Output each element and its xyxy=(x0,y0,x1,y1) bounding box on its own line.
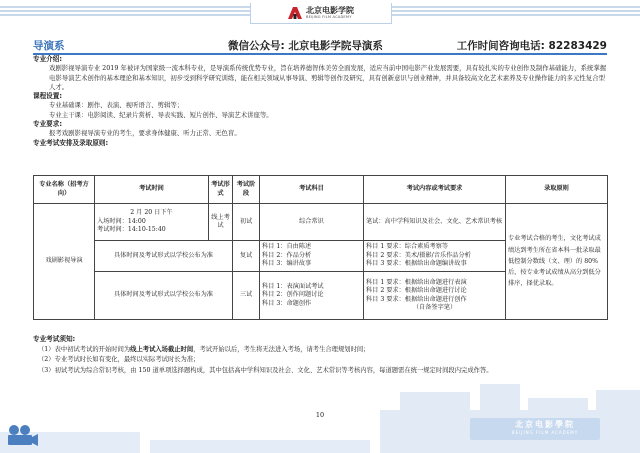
round2-subjects xyxy=(260,241,364,272)
courses-basic: 专业基础课：剧作、表演、视听语言、剪辑等； xyxy=(49,101,184,110)
admission-principle: 专业考试合格的考生，文化考试成绩达到考生所在省本科一批录取最低控制分数线（文、理）的 80%后，按专业考试成绩从高分到低分排序，择优录取。 xyxy=(506,204,608,320)
department-title: 导演系 xyxy=(33,40,65,52)
round2-content-3: 科目 3 要求：根据给出命题编讲故事 xyxy=(366,260,467,268)
round2-content-1: 科目 1 要求：综合素质考察等 xyxy=(366,243,449,251)
round2-stage: 复试 xyxy=(233,241,260,272)
top-banner xyxy=(0,0,640,24)
round1-date: 2 月 20 日下午 xyxy=(130,209,173,217)
round3-contents xyxy=(364,272,506,320)
requirements-text: 报考戏剧影视导演专业的考生，要求身体健康、听力正常、无色盲。 xyxy=(49,129,241,138)
round3-subject-2: 科目 2：创作问题讨论 xyxy=(262,291,324,299)
page-header xyxy=(33,38,607,52)
logo-chinese-name: 北京电影学院 xyxy=(306,5,354,15)
round1-subject: 综合常识 xyxy=(260,204,364,241)
round3-content-3: 科目 3 要求：根据给出命题进行创作 xyxy=(366,295,467,303)
contact-phone: 工作时间咨询电话: 82283429 xyxy=(456,40,607,52)
table-row-round1 xyxy=(34,204,608,241)
overview-heading: 专业介绍: xyxy=(33,55,63,63)
exam-table-container xyxy=(33,175,607,320)
header-admission: 录取原则 xyxy=(506,176,608,204)
round1-form: 线上考试 xyxy=(209,204,233,241)
logo-english-name: BEIJING FILM ACADEMY xyxy=(306,14,352,19)
round2-contents xyxy=(364,241,506,272)
requirements-heading: 专业要求: xyxy=(33,120,63,129)
round2-subject-1: 科目 1：自由陈述 xyxy=(262,243,312,251)
round3-content-1: 科目 1 要求：根据给出命题进行表演 xyxy=(366,278,467,286)
header-content: 考试内容或考试要求 xyxy=(364,176,506,204)
header-major: 专业名称（招考方向） xyxy=(34,176,95,204)
header-form: 考试形式 xyxy=(209,176,233,204)
note-item-3: （3）初试考试为综合常识考核，由 150 道单项选择题构成，其中包括高中学科知识及社会、文化、艺术常识等考核内容，每道题需在统一规定时间段内完成作答。 xyxy=(38,366,493,374)
round1-entry: 入场时间：14:00 xyxy=(97,217,146,225)
exam-notes xyxy=(33,334,607,376)
watermark-logo-text xyxy=(480,421,610,437)
overview-paragraph: 戏剧影视导演专业 2019 年被评为国家级一流本科专业，是导演系传统优势专业，旨在培养德智体美劳全面发展，适应当前中国电影产业发展需要，具有较扎实的专业创作及制作基础能力，系统掌握电影导演艺术创作的基本理论和基本知识，初步受到科学研究训练，能在相关领域从事导演、剪辑等创作及研究，具有创新意识与创业精神，并具备较高文化艺术素养及专业操作能力的多元性复合型人才。 xyxy=(49,64,607,91)
watermark-cn: 北京电影學院 xyxy=(515,420,575,429)
round1-stage: 初试 xyxy=(233,204,260,241)
header-stage: 考试阶段 xyxy=(233,176,260,204)
note-1-post: ，考试开始以后，考生将无法进入考场，请考生合理规划时间； xyxy=(193,345,370,353)
exam-heading: 专业考试安排及录取原则: xyxy=(33,138,109,147)
note-1-emphasis: 线上考试入场截止时间 xyxy=(130,345,194,353)
page-number: 10 xyxy=(315,411,325,419)
exam-schedule-table xyxy=(33,175,608,320)
academy-emblem-icon xyxy=(288,7,302,19)
round3-subject-3: 科目 3：命题创作 xyxy=(262,299,312,307)
notes-heading: 专业考试须知: xyxy=(33,335,76,343)
round2-content-2: 科目 2 要求：美术/摄影/音乐作品分析 xyxy=(366,251,471,259)
note-1-pre: （1）表中初试考试的开始时间为 xyxy=(38,345,131,353)
note-item-1 xyxy=(33,345,607,356)
round3-content-note: （自备签字笔） xyxy=(412,303,457,311)
round1-duration: 考试时间：14:10-15:40 xyxy=(97,226,166,234)
wechat-account: 微信公众号: 北京电影学院导演系 xyxy=(228,40,383,52)
round1-time-cell xyxy=(95,204,209,241)
round3-subject-1: 科目 1：表演面试考试 xyxy=(262,282,324,290)
academy-logo xyxy=(250,3,392,24)
round3-content-2: 科目 2 要求：根据给出命题进行讨论 xyxy=(366,287,467,295)
round3-subjects xyxy=(260,272,364,320)
watermark-en: BEIJING FILM ACADEMY xyxy=(511,430,579,435)
round2-time: 具体时间及考试形式以学校公布为准 xyxy=(95,241,233,272)
round2-subject-3: 科目 3：编讲故事 xyxy=(262,260,312,268)
table-header-row xyxy=(34,176,608,204)
round3-stage: 三试 xyxy=(233,272,260,320)
round3-time: 具体时间及考试形式以学校公布为准 xyxy=(95,272,233,320)
round2-subject-2: 科目 2：作品分析 xyxy=(262,251,312,259)
major-cell: 戏剧影视导演 xyxy=(34,204,95,320)
courses-main: 专业主干课：电影阅读、纪录片赏析、导表实践、短片创作、导演艺术讲座等。 xyxy=(49,110,273,119)
note-item-2: （2）专业考试时长如有变化，最终以实际考试时长为准； xyxy=(38,356,200,363)
round1-content: 笔试：高中学科知识及社会、文化、艺术常识考核 xyxy=(364,204,506,241)
header-subject: 考试科目 xyxy=(260,176,364,204)
courses-heading: 课程设置: xyxy=(33,92,63,101)
header-time: 考试时间 xyxy=(95,176,209,204)
intro-section xyxy=(33,55,607,148)
